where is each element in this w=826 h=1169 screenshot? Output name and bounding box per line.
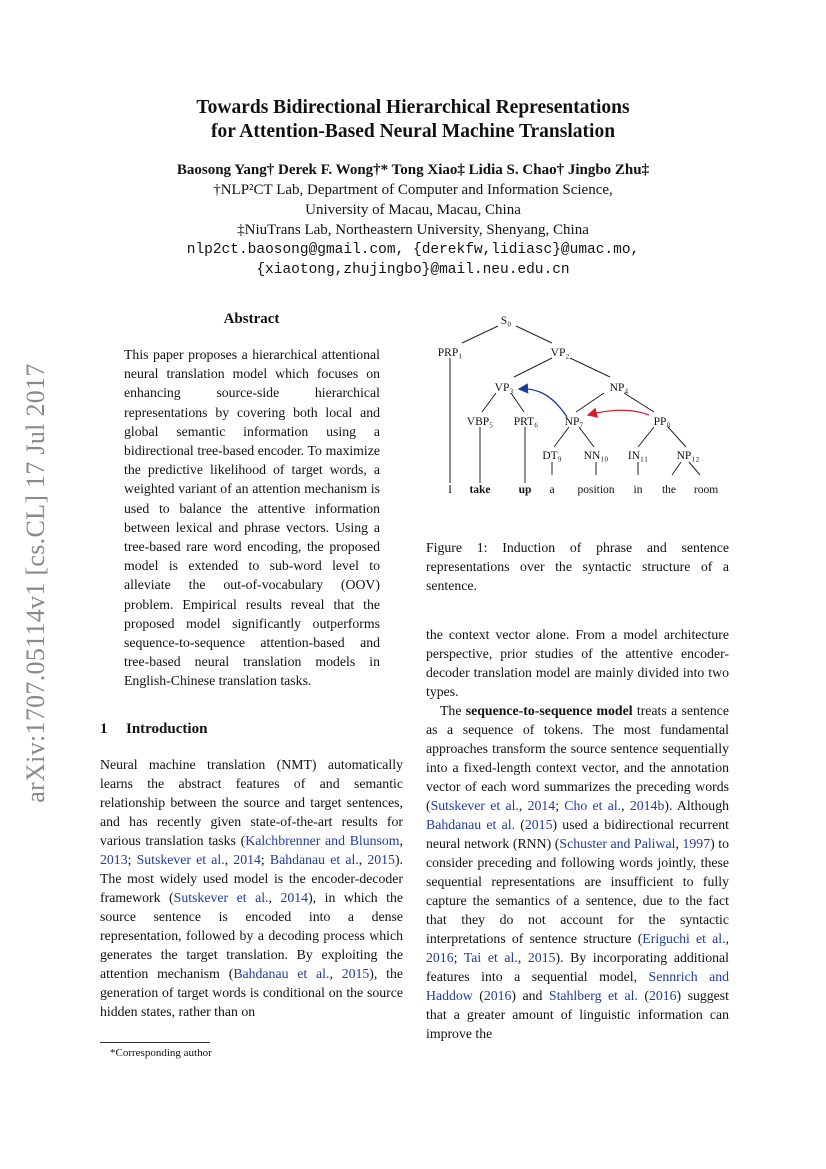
syntax-tree-figure [426,305,729,505]
abstract-heading: Abstract [223,311,280,327]
citation-link[interactable]: 2015 [341,966,370,981]
word-the: the [661,484,677,496]
citation-link[interactable]: 2014 [527,798,556,813]
email-line-1: nlp2ct.baosong@gmail.com, {derekfw,lidiasc}@umac.mo, [186,242,640,258]
node-IN11: IN₁₁ [627,450,649,462]
citation-link[interactable]: 2016 [426,950,454,965]
word-up: up [518,484,532,496]
citation-link[interactable]: 2014 [280,890,309,905]
word-I: I [448,484,452,496]
citation-link[interactable]: Kalchbrenner and Blunsom [245,833,400,848]
author-block [100,160,726,280]
node-PRT6: PRT₆ [513,416,539,428]
paragraph: the context vector alone. From a model architecture perspective, prior studies of the attentive encoder-decoder translation model are mainly divided into two types. [426,627,729,699]
abstract-body: This paper proposes a hierarchical attentional neural translation model which focuses on enhancing source-side hierarchical representations by covering both local and global semantic information using a bidirectional tree-based encoder. To maximize the predictive likelihood of target words, a weighted variant of an attention mechanism is used to balance the attentive information between lexical and phrase vectors. Using a tree-based rare word encoding, the proposed model is extended to sub-word level to alleviate the out-of-vocabulary (OOV) problem. Empirical results reveal that the proposed model significantly outperforms sequence-to-sequence attention-based and tree-based neural translation models in English-Chinese translation tasks. [124,347,380,689]
affiliation-1b: University of Macau, Macau, China [305,202,521,218]
citation-link[interactable]: Cho et al. [564,798,622,813]
citation-link[interactable]: 2015 [524,817,553,832]
citation-link[interactable]: Stahlberg et al. [548,988,638,1003]
citation-link[interactable]: Tai et al. [463,950,518,965]
citation-link[interactable]: Sennrich and Haddow [426,969,729,1003]
citation-link[interactable]: 2014 [233,852,261,867]
tree-edges [450,326,700,483]
section-number: 1 [100,721,108,737]
citation-link[interactable]: Bahdanau et al. [233,966,330,981]
node-PP8: PP₈ [653,416,671,428]
email-line-2: {xiaotong,zhujingbo}@mail.neu.edu.cn [256,262,570,278]
node-VP2: VP₂ [550,347,570,359]
node-PRP1: PRP₁ [437,347,463,359]
paragraph: The sequence-to-sequence model treats a sentence as a sequence of tokens. The most fundamental approaches transform the source sentence sequentially into a fixed-length context vector, and the annotation vector of each word summarizes the preceding words (Sutskever et al., 2014; Cho et al., 2014b). Although Bahdanau et al. (2015) used a bidirectional recurrent neural network (RNN) (Schuster and Paliwal, 1997) to consider preceding and following words jointly, these sequential representations are insufficient to fully capture the semantics of a sentence, due to the fact that they do not account for the syntactic interpretations of sentence structure (Eriguchi et al., 2016; Tai et al., 2015). By incorporating additional features into a sequential model, Sennrich and Haddow (2016) and Stahlberg et al. (2016) suggest that a greater amount of linguistic information can improve the [426,703,730,1041]
arxiv-identifier: arXiv:1707.05114v1 [cs.CL] 17 Jul 2017 [21,363,50,803]
citation-link[interactable]: 2016 [483,988,512,1003]
citation-link[interactable]: Sutskever et al. [173,890,269,905]
citation-link[interactable]: Sutskever et al. [430,798,519,813]
citation-link[interactable]: 2014b [629,798,665,813]
citation-link[interactable]: 1997 [682,836,711,851]
citation-link[interactable]: 2013 [100,852,128,867]
node-VBP5: VBP₅ [466,416,494,428]
word-in: in [633,484,643,496]
citation-link[interactable]: Sutskever et al. [136,852,225,867]
citation-link[interactable]: Bahdanau et al. [426,817,516,832]
citation-link[interactable]: Schuster and Paliwal [559,836,676,851]
node-NP12: NP₁₂ [676,450,700,462]
author-names: Baosong Yang† Derek F. Wong†* Tong Xiao‡ Lidia S. Chao† Jingbo Zhu‡ [176,162,650,178]
section-title: Introduction [126,721,208,737]
intro-paragraph: Neural machine translation (NMT) automatically learns the abstract features of and semantic relationship between the source and target sentences, and has recently given state-of-the-art results for various translation tasks (Kalchbrenner and Blunsom, 2013; Sutskever et al., 2014; Bahdanau et al., 2015). The most widely used model is the encoder-decoder framework (Sutskever et al., 2014), in which the source sentence is encoded into a dense representation, followed by a decoding process which generates the target translation. By exploiting the attention mechanism (Bahdanau et al., 2015), the generation of target words is conditional on the source hidden states, rather than on [100,757,403,1019]
citation-link[interactable]: Bahdanau et al. [269,852,359,867]
citation-link[interactable]: Eriguchi et al. [642,931,726,946]
right-column-text [426,625,729,1043]
node-DT9: DT₉ [542,450,562,462]
word-take: take [469,484,491,496]
citation-link[interactable]: 2016 [648,988,677,1003]
attention-arrow-red [588,410,649,415]
affiliation-2: ‡NiuTrans Lab, Northeastern University, Shenyang, China [237,222,589,238]
affiliation-1: †NLP²CT Lab, Department of Computer and Information Science, [213,182,613,198]
footnote: *Corresponding author [110,1047,212,1059]
node-NP4: NP₄ [609,382,629,394]
attention-arrow-blue [519,389,567,417]
node-S0: S₀ [500,315,512,327]
footnote-rule [100,1042,210,1043]
word-room: room [693,484,719,496]
node-NP7: NP₇ [564,416,584,428]
node-VP3: VP₃ [494,382,514,394]
node-NN10: NN₁₀ [583,450,609,462]
section-heading [100,721,207,738]
word-position: position [577,484,615,496]
paper-title: Towards Bidirectional Hierarchical Representations for Attention-Based Neural Machine Translation [196,97,630,142]
figure-caption: Figure 1: Induction of phrase and sentence representations over the syntactic structure of a sentence. [426,540,729,593]
citation-link[interactable]: 2015 [527,950,556,965]
citation-link[interactable]: 2015 [367,852,395,867]
word-a: a [549,484,555,496]
